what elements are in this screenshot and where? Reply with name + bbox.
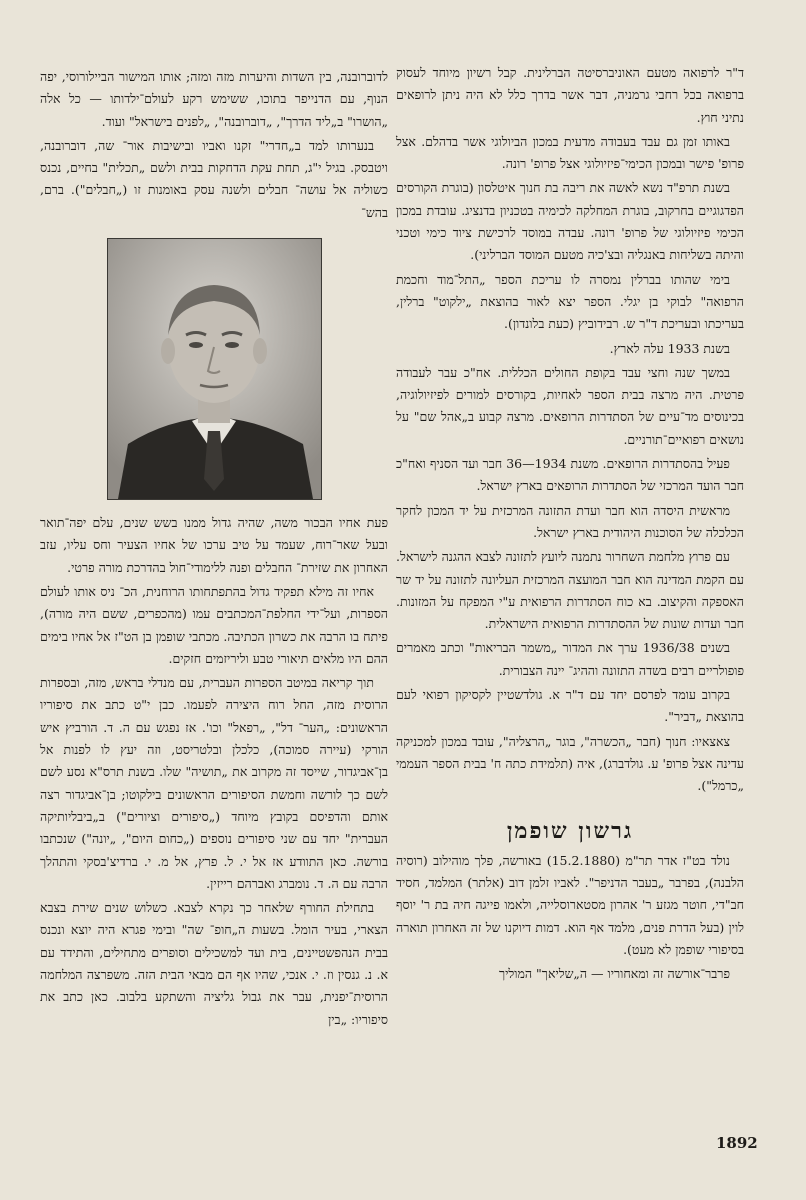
section-heading: גרשון שופמן [506, 817, 634, 844]
paragraph: בשנת תרפ"ד נשא לאשה את ריבה בת חנוך איטלסון (בוגרת הקורסים הפדגוגיים בחרקוב, בוגרת המחלקה לכימיה בטכניון בדנציג. עובדת במכון הכימי פיזיולוגי של פרופ' רונה. עבדה במוסד לרכישת ציוד כימי וטכני והיתה בשליחות באנגליה ובצ'כיה מטעם המוסד הברליני). [396, 180, 744, 263]
paragraph: עם פרוץ מלחמת השחרור נתמנה ליועץ לתזונה לצבא ההגנה לישראל. עם הקמת המדינה הוא חבר המועצה המרכזית העליונה לתזונה על יד שר האספקה והקיצוב. בא כוח הסתדרות הרפואית ע"י המפקח על המזונות. חבר ועדות שונות של ההסתדרות הרפואית הישראלית. [396, 549, 744, 632]
photo-container [40, 238, 388, 500]
page-number: 1892 [716, 1134, 758, 1152]
paragraph: צאצאיו: חנוך (חבר „הכשרה", בוגר „הרצליה", עובד במכון למכניקה עדינה אצל פרופ' ע. גולדברג), איה (תלמידת כתה ח' בבית הספר העממי „כרמל"). [396, 733, 744, 794]
paragraph: בתחילת החורף שלאחר כך נקרא לצבא. כשלוש שנים שירת בצבא הצארי, בעיר הומל. בשעות ה„חופ־ שה" ובימי פגרא היה יוצא ונכנס בבית הנהפשטיינים, בית ועד למשכילים וסופרים מתחילים, והתידד עם א. נ. גנסין וז. י. אנכי, שהיו אף הם מבאי הבית הזה. משפרצה המלחמה הרוסית־יפנית, עבר את גבול גליציה והשתקע בלבוב. כאן כתב את סיפוריו: „בין [40, 900, 388, 1027]
left-column [40, 66, 388, 1033]
paragraph: בקרוב עומד לפרסם יחד עם ד"ר א. גולדשטיין לקסיקון רפואי לעם בהוצאת „דביר". [396, 687, 744, 725]
paragraph: פעת אחיו הבכור משה, שהיה גדול ממנו בשש שנים, עלם יפה־תואר ובעל שאר־רוח, שעמד על טיב ערכו של אחיו הצעיר וחס עליו, עזב האחרון את שזירת־ החבלים ופנה ללימודי־חול בהדרכת מורה פרטי. [40, 515, 388, 575]
paragraph: פרבר־אורשה זה ומאחוריו — ה„שליאך" המוליך [499, 966, 730, 982]
paragraph: מראשית היסדה הוא חבר ועדת התזונה המרכזית על יד המכון לחקר הכלכלה של הסוכנות היהודית בארץ ישראל. [396, 502, 744, 540]
paragraph: ד"ר לרפואה מטעם האוניברסיטה הברלינית. קבל רשיון מיוחד לעסוק ברפואה בכל רחבי גרמניה, דבר אשר בדרך כלל לא היה ניתן לרופאים נתיני חוץ. [396, 65, 744, 125]
paragraph: לדוברובנה, בין השדות והיערות מזה ומזה; אותו המישור הביילורוסי, יפה הנוף, עם הדנייפר בתוכו, ששימש רקע לעולם־ילדותו — כל אלה „הושרו" ב„ליד הדרך", „דוברובנה", „לפנים בישראל" ועוד. [40, 69, 388, 129]
paragraph: אחיו זה מילא תפקיד גדול בהתפתחותו הרוחנית, הכ־ ניס אותו לעולם הספרות, ועל־ידי החלפת־המכתבים עמו (מהכפרים, ששם היה מורה), פיתח בו הרבה את כשרון הכתיבה. מכתבי שופמן בן הט"ז אל אחיו בימים ההם היו מלאים תיאורי טבע וליריזמים חזקים. [40, 583, 388, 666]
paragraph: בימי שהותו בברלין נמסרה לו עריכת הספר „התל־מוד וחכמת הרפואה" לבוקי בן יגלי. הספר יצא לאור בהוצאת „ילקוט" ברלין, בעריכתו ובעריכת ד"ר ש. רבידוביץ (כעת בלונדון). [396, 271, 744, 332]
paragraph: בשנת 1933 עלה לארץ. [609, 340, 730, 356]
paragraph: תוך קריאה במיטב הספרות העברית, עם מנדלי בראש, מזה, ובספרות הרוסית מזה, החל רוח היצירה לפעמו. כבן י"ט כתב את סיפוריו הראשונים: „הער־ דל", „רפאל" וכו'. אז נפגש עם ה. ד. הורביץ איש הורקי (עיירה סמוכה), כלכלן ובלטריסט, וזה יעץ לו לפנות אל בן־אביגדור, שייסד זה מקרוב את „תושיה" שלו. בשנת תרס"א נסע לשם לשם כך לורשה וחמשת הסיפורים הראשונים בילקוטו; בן־אביגדור רצה אותם והדפיסם בקובץ מיוחד („סיפורים וציורים") ב„ביבליותיקה העברית" יחד עם שני סיפורים נוספים („כחום היום", „יונה") שנכתבו בורשה. כאן התוודע אז אל י. ל. פרץ, אל מ. י. ברדיצ'בסקי והתהלך הרבה עם ה. ד. נומברג ואברהם רייזין. [40, 675, 388, 891]
paragraph: פעיל בהסתדרות הרופאים. משנת 1934—36 חבר ועד הסניף ואח"כ חבר הועד המרכזי של הסתדרות הרופאים בארץ ישראל. [396, 456, 744, 494]
paragraph: במשך שנה וחצי עבד בקופת החולים הכללית. אח"כ עבר לעבודה פרטית. היה מרצה בבית הספר לאחיות, בקורסים למורים לפיזיולוגיה, בכינוסים מד־עיים של הסתדרות הרופאים. מרצה קבוע ב„אהל שם" על נושאים רפואיים־תורניים. [396, 364, 744, 447]
paragraph: בנערותו למד ב„חדרי" זקנו ואביו ובישיבות אור־ שה, דוברובנה, ויטבסק. בגיל י"ג, תחת עקת הדחקות בבית ולשם „תכלית" בחיים, נכנס כשוליה אל עושה־ חבלים ולשנה עסק באומנות זו („חבלים"). ברם, בהש־ [40, 137, 388, 220]
paragraph: נולד בט"ז אדר תר"מ (15.2.1880) באורשה, פלך מוהילוב (רוסיה הלבנה), בפרבר „בעבר הדניפר". לאביו זלמן דוב (אלתר) המלמד, חסיד חב"די, חוטר מגזע ר' אהרון מסטארוסלייה, ולאמו פייגה חיה בת ר' יוסף לוין (בעל הדרת פנים, מלמד אף הוא. דמות דיוקנו של זה האחרון תוארה בסיפורי שופמן לא מעט). [396, 852, 744, 957]
paragraph: באותו זמן גם עבד בעבודה מדעית במכון הביולוגי אשר בדהלם. אצל פרופ' פישר ובמכון הכימי־פיזיולוגי אצל פרופ' רונה. [396, 133, 744, 172]
paragraph: בשנים 1936/38 ערך את המדור „משמר הבריאות" וכתב מאמרים פופולריים רבים בשדה התזונה וההיג־ יינה הצבורית. [396, 640, 744, 678]
right-column [396, 62, 744, 988]
portrait-illustration [108, 239, 321, 499]
portrait-photo [107, 238, 322, 500]
